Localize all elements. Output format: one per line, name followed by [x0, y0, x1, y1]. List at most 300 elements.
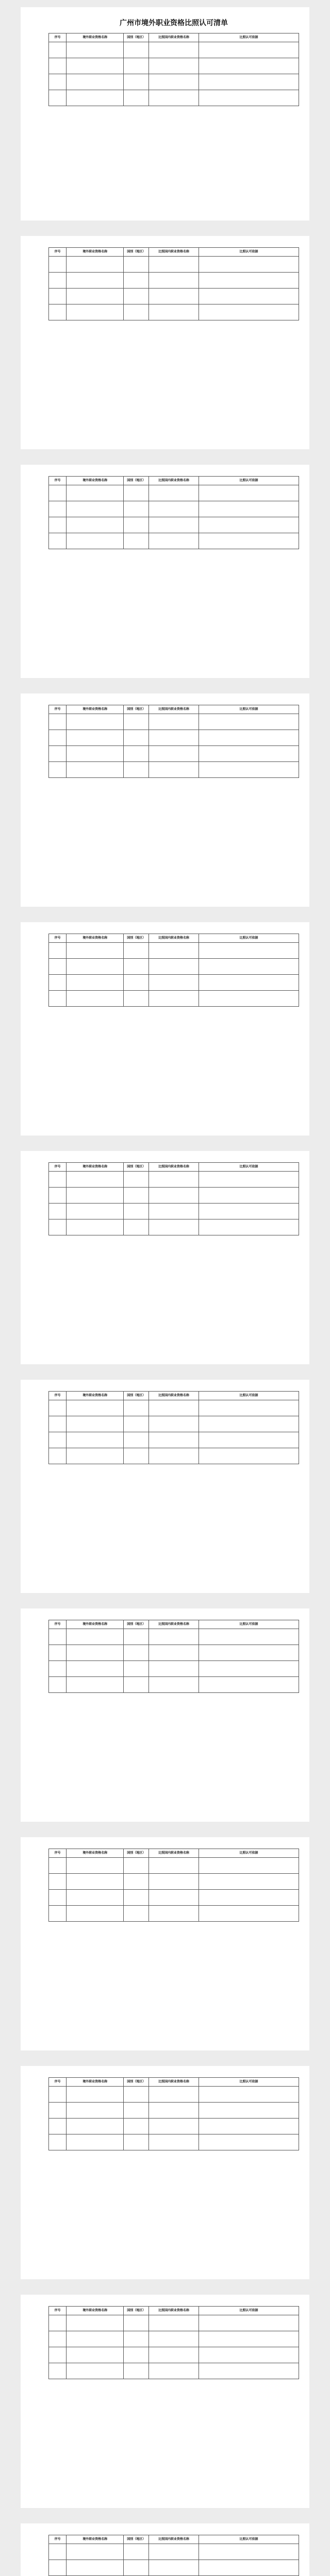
qualification-name-cell: [66, 257, 124, 273]
recognition-basis-cell: [199, 501, 299, 517]
table-row: [49, 762, 299, 778]
region-cell: [124, 1432, 149, 1448]
region-cell: [124, 273, 149, 289]
table-header-row: [49, 1849, 299, 1858]
region-cell: [124, 991, 149, 1007]
region-cell: [124, 975, 149, 991]
document-page: [21, 2295, 309, 2508]
row-number-cell: [49, 1890, 67, 1906]
region-cell: [124, 1906, 149, 1922]
row-number-cell: [49, 1416, 67, 1432]
recognition-basis-cell: [199, 1858, 299, 1874]
column-header: 序号: [49, 2535, 67, 2544]
table-row: [49, 533, 299, 549]
recognition-basis-cell: [199, 1219, 299, 1235]
table-header-row: [49, 477, 299, 485]
domestic-equivalent-cell: [148, 2119, 199, 2134]
column-header: 序号: [49, 248, 67, 257]
table-row: [49, 1432, 299, 1448]
column-header: 比照国内职业资格名称: [148, 1163, 199, 1172]
recognition-basis-cell: [199, 714, 299, 730]
document-page: [21, 1608, 309, 1822]
qualification-table: [48, 2535, 299, 2576]
column-header: 境外职业资格名称: [66, 2078, 124, 2087]
column-header: 比照认可依据: [199, 477, 299, 485]
region-cell: [124, 485, 149, 501]
region-cell: [124, 943, 149, 959]
region-cell: [124, 1188, 149, 1204]
domestic-equivalent-cell: [148, 273, 199, 289]
qualification-name-cell: [66, 1172, 124, 1188]
table-header-row: [49, 1163, 299, 1172]
table-row: [49, 485, 299, 501]
qualification-table: [48, 1391, 299, 1464]
column-header: 比照国内职业资格名称: [148, 33, 199, 42]
row-number-cell: [49, 304, 67, 320]
column-header: 比照国内职业资格名称: [148, 1392, 199, 1400]
qualification-name-cell: [66, 975, 124, 991]
domestic-equivalent-cell: [148, 533, 199, 549]
row-number-cell: [49, 257, 67, 273]
qualification-name-cell: [66, 74, 124, 90]
domestic-equivalent-cell: [148, 2544, 199, 2560]
column-header: 境外职业资格名称: [66, 1163, 124, 1172]
domestic-equivalent-cell: [148, 2347, 199, 2363]
domestic-equivalent-cell: [148, 959, 199, 975]
domestic-equivalent-cell: [148, 485, 199, 501]
column-header: 比照国内职业资格名称: [148, 2078, 199, 2087]
table-header-row: [49, 1392, 299, 1400]
column-header: 境外职业资格名称: [66, 1849, 124, 1858]
table-row: [49, 2119, 299, 2134]
table-row: [49, 2315, 299, 2331]
qualification-name-cell: [66, 1874, 124, 1890]
document-page: [21, 693, 309, 907]
table-row: [49, 1188, 299, 1204]
row-number-cell: [49, 1219, 67, 1235]
column-header: 境外职业资格名称: [66, 1392, 124, 1400]
qualification-name-cell: [66, 1219, 124, 1235]
column-header: 国别（地区）: [124, 248, 149, 257]
qualification-table: [48, 2306, 299, 2379]
table-header-row: [49, 2535, 299, 2544]
qualification-table: [48, 247, 299, 320]
column-header: 境外职业资格名称: [66, 934, 124, 943]
qualification-name-cell: [66, 762, 124, 778]
domestic-equivalent-cell: [148, 2087, 199, 2103]
table-row: [49, 1661, 299, 1677]
domestic-equivalent-cell: [148, 2134, 199, 2150]
row-number-cell: [49, 730, 67, 746]
qualification-name-cell: [66, 1448, 124, 1464]
qualification-name-cell: [66, 1204, 124, 1219]
table-row: [49, 1400, 299, 1416]
row-number-cell: [49, 2331, 67, 2347]
table-row: [49, 730, 299, 746]
region-cell: [124, 1677, 149, 1693]
document-title: 广州市境外职业资格比照认可清单: [120, 19, 228, 27]
region-cell: [124, 2347, 149, 2363]
recognition-basis-cell: [199, 1677, 299, 1693]
table-row: [49, 1172, 299, 1188]
row-number-cell: [49, 1677, 67, 1693]
domestic-equivalent-cell: [148, 714, 199, 730]
column-header: 国别（地区）: [124, 33, 149, 42]
table-row: [49, 1677, 299, 1693]
recognition-basis-cell: [199, 1645, 299, 1661]
recognition-basis-cell: [199, 1400, 299, 1416]
column-header: 境外职业资格名称: [66, 2307, 124, 2315]
column-header: 比照认可依据: [199, 2307, 299, 2315]
table-row: [49, 714, 299, 730]
table-row: [49, 1874, 299, 1890]
domestic-equivalent-cell: [148, 1448, 199, 1464]
region-cell: [124, 257, 149, 273]
row-number-cell: [49, 501, 67, 517]
region-cell: [124, 90, 149, 106]
recognition-basis-cell: [199, 1874, 299, 1890]
recognition-basis-cell: [199, 2119, 299, 2134]
column-header: 序号: [49, 705, 67, 714]
recognition-basis-cell: [199, 1661, 299, 1677]
document-page: [21, 2066, 309, 2279]
column-header: 比照认可依据: [199, 1849, 299, 1858]
region-cell: [124, 2103, 149, 2119]
table-row: [49, 289, 299, 304]
recognition-basis-cell: [199, 42, 299, 58]
domestic-equivalent-cell: [148, 746, 199, 762]
column-header: 比照认可依据: [199, 2535, 299, 2544]
domestic-equivalent-cell: [148, 991, 199, 1007]
region-cell: [124, 2315, 149, 2331]
region-cell: [124, 1416, 149, 1432]
row-number-cell: [49, 2347, 67, 2363]
qualification-name-cell: [66, 2134, 124, 2150]
row-number-cell: [49, 533, 67, 549]
qualification-name-cell: [66, 714, 124, 730]
recognition-basis-cell: [199, 90, 299, 106]
qualification-name-cell: [66, 1645, 124, 1661]
domestic-equivalent-cell: [148, 289, 199, 304]
table-row: [49, 74, 299, 90]
qualification-table: [48, 476, 299, 549]
recognition-basis-cell: [199, 304, 299, 320]
recognition-basis-cell: [199, 943, 299, 959]
table-row: [49, 1204, 299, 1219]
domestic-equivalent-cell: [148, 1188, 199, 1204]
table-row: [49, 2347, 299, 2363]
recognition-basis-cell: [199, 746, 299, 762]
recognition-basis-cell: [199, 58, 299, 74]
recognition-basis-cell: [199, 2347, 299, 2363]
table-row: [49, 501, 299, 517]
domestic-equivalent-cell: [148, 1906, 199, 1922]
qualification-name-cell: [66, 1677, 124, 1693]
region-cell: [124, 1858, 149, 1874]
table-row: [49, 1645, 299, 1661]
row-number-cell: [49, 273, 67, 289]
row-number-cell: [49, 1188, 67, 1204]
column-header: 比照国内职业资格名称: [148, 2535, 199, 2544]
domestic-equivalent-cell: [148, 1661, 199, 1677]
domestic-equivalent-cell: [148, 1204, 199, 1219]
row-number-cell: [49, 2544, 67, 2560]
column-header: 国别（地区）: [124, 705, 149, 714]
domestic-equivalent-cell: [148, 730, 199, 746]
table-header-row: [49, 705, 299, 714]
row-number-cell: [49, 1400, 67, 1416]
document-page: [21, 465, 309, 678]
column-header: 比照认可依据: [199, 248, 299, 257]
recognition-basis-cell: [199, 730, 299, 746]
qualification-name-cell: [66, 1858, 124, 1874]
table-header-row: [49, 248, 299, 257]
recognition-basis-cell: [199, 959, 299, 975]
column-header: 比照认可依据: [199, 1163, 299, 1172]
region-cell: [124, 1890, 149, 1906]
table-row: [49, 2331, 299, 2347]
qualification-name-cell: [66, 90, 124, 106]
document-page: [21, 922, 309, 1136]
row-number-cell: [49, 74, 67, 90]
column-header: 国别（地区）: [124, 1849, 149, 1858]
region-cell: [124, 1172, 149, 1188]
column-header: 比照认可依据: [199, 33, 299, 42]
row-number-cell: [49, 975, 67, 991]
domestic-equivalent-cell: [148, 762, 199, 778]
column-header: 比照认可依据: [199, 1620, 299, 1629]
column-header: 比照认可依据: [199, 705, 299, 714]
region-cell: [124, 2363, 149, 2379]
qualification-name-cell: [66, 2331, 124, 2347]
region-cell: [124, 1400, 149, 1416]
region-cell: [124, 1219, 149, 1235]
table-row: [49, 2544, 299, 2560]
qualification-name-cell: [66, 1661, 124, 1677]
qualification-name-cell: [66, 1890, 124, 1906]
table-row: [49, 975, 299, 991]
recognition-basis-cell: [199, 1906, 299, 1922]
table-header-row: [49, 2307, 299, 2315]
row-number-cell: [49, 1204, 67, 1219]
qualification-name-cell: [66, 2119, 124, 2134]
recognition-basis-cell: [199, 1172, 299, 1188]
domestic-equivalent-cell: [148, 2331, 199, 2347]
domestic-equivalent-cell: [148, 74, 199, 90]
table-row: [49, 943, 299, 959]
recognition-basis-cell: [199, 991, 299, 1007]
column-header: 序号: [49, 477, 67, 485]
domestic-equivalent-cell: [148, 42, 199, 58]
qualification-name-cell: [66, 2544, 124, 2560]
table-row: [49, 42, 299, 58]
row-number-cell: [49, 1172, 67, 1188]
row-number-cell: [49, 90, 67, 106]
table-row: [49, 2363, 299, 2379]
column-header: 序号: [49, 1392, 67, 1400]
row-number-cell: [49, 485, 67, 501]
region-cell: [124, 2560, 149, 2576]
region-cell: [124, 714, 149, 730]
qualification-table: [48, 2077, 299, 2150]
table-row: [49, 304, 299, 320]
column-header: 国别（地区）: [124, 1163, 149, 1172]
qualification-name-cell: [66, 517, 124, 533]
region-cell: [124, 1204, 149, 1219]
recognition-basis-cell: [199, 2134, 299, 2150]
recognition-basis-cell: [199, 517, 299, 533]
recognition-basis-cell: [199, 1432, 299, 1448]
region-cell: [124, 2119, 149, 2134]
row-number-cell: [49, 289, 67, 304]
qualification-table: [48, 1162, 299, 1235]
row-number-cell: [49, 2560, 67, 2576]
column-header: 国别（地区）: [124, 2078, 149, 2087]
region-cell: [124, 1629, 149, 1645]
qualification-name-cell: [66, 2560, 124, 2576]
qualification-table: [48, 1849, 299, 1922]
qualification-name-cell: [66, 730, 124, 746]
recognition-basis-cell: [199, 2087, 299, 2103]
row-number-cell: [49, 943, 67, 959]
domestic-equivalent-cell: [148, 90, 199, 106]
row-number-cell: [49, 42, 67, 58]
table-row: [49, 1890, 299, 1906]
region-cell: [124, 58, 149, 74]
qualification-name-cell: [66, 273, 124, 289]
table-row: [49, 1416, 299, 1432]
document-page: [21, 1380, 309, 1593]
document-page: [21, 236, 309, 449]
column-header: 序号: [49, 1849, 67, 1858]
table-header-row: [49, 33, 299, 42]
column-header: 比照国内职业资格名称: [148, 1849, 199, 1858]
row-number-cell: [49, 517, 67, 533]
qualification-name-cell: [66, 943, 124, 959]
qualification-name-cell: [66, 2347, 124, 2363]
row-number-cell: [49, 1448, 67, 1464]
table-row: [49, 58, 299, 74]
region-cell: [124, 959, 149, 975]
recognition-basis-cell: [199, 1416, 299, 1432]
domestic-equivalent-cell: [148, 2315, 199, 2331]
region-cell: [124, 289, 149, 304]
row-number-cell: [49, 2119, 67, 2134]
domestic-equivalent-cell: [148, 2103, 199, 2119]
column-header: 比照国内职业资格名称: [148, 934, 199, 943]
qualification-table: [48, 705, 299, 778]
row-number-cell: [49, 991, 67, 1007]
column-header: 境外职业资格名称: [66, 1620, 124, 1629]
row-number-cell: [49, 762, 67, 778]
domestic-equivalent-cell: [148, 1858, 199, 1874]
table-row: [49, 273, 299, 289]
table-row: [49, 1629, 299, 1645]
domestic-equivalent-cell: [148, 1645, 199, 1661]
row-number-cell: [49, 2315, 67, 2331]
recognition-basis-cell: [199, 2544, 299, 2560]
qualification-name-cell: [66, 959, 124, 975]
table-row: [49, 1906, 299, 1922]
table-header-row: [49, 1620, 299, 1629]
qualification-name-cell: [66, 1906, 124, 1922]
column-header: 国别（地区）: [124, 1392, 149, 1400]
qualification-name-cell: [66, 42, 124, 58]
region-cell: [124, 304, 149, 320]
region-cell: [124, 2087, 149, 2103]
recognition-basis-cell: [199, 1629, 299, 1645]
region-cell: [124, 517, 149, 533]
domestic-equivalent-cell: [148, 1629, 199, 1645]
region-cell: [124, 1874, 149, 1890]
domestic-equivalent-cell: [148, 2560, 199, 2576]
domestic-equivalent-cell: [148, 304, 199, 320]
qualification-name-cell: [66, 2087, 124, 2103]
region-cell: [124, 1448, 149, 1464]
domestic-equivalent-cell: [148, 257, 199, 273]
row-number-cell: [49, 959, 67, 975]
recognition-basis-cell: [199, 257, 299, 273]
column-header: 境外职业资格名称: [66, 477, 124, 485]
recognition-basis-cell: [199, 485, 299, 501]
qualification-table: [48, 33, 299, 106]
column-header: 比照国内职业资格名称: [148, 2307, 199, 2315]
row-number-cell: [49, 1906, 67, 1922]
column-header: 比照国内职业资格名称: [148, 705, 199, 714]
column-header: 序号: [49, 1163, 67, 1172]
domestic-equivalent-cell: [148, 1677, 199, 1693]
column-header: 比照认可依据: [199, 2078, 299, 2087]
document-page: [21, 1837, 309, 2050]
row-number-cell: [49, 2134, 67, 2150]
row-number-cell: [49, 2103, 67, 2119]
recognition-basis-cell: [199, 2331, 299, 2347]
column-header: 境外职业资格名称: [66, 2535, 124, 2544]
qualification-name-cell: [66, 2315, 124, 2331]
column-header: 序号: [49, 2078, 67, 2087]
recognition-basis-cell: [199, 74, 299, 90]
qualification-name-cell: [66, 991, 124, 1007]
table-row: [49, 2560, 299, 2576]
column-header: 境外职业资格名称: [66, 705, 124, 714]
region-cell: [124, 74, 149, 90]
domestic-equivalent-cell: [148, 1890, 199, 1906]
recognition-basis-cell: [199, 2103, 299, 2119]
qualification-table: [48, 934, 299, 1007]
column-header: 境外职业资格名称: [66, 248, 124, 257]
recognition-basis-cell: [199, 2363, 299, 2379]
recognition-basis-cell: [199, 975, 299, 991]
domestic-equivalent-cell: [148, 1874, 199, 1890]
table-row: [49, 2087, 299, 2103]
region-cell: [124, 2544, 149, 2560]
table-row: [49, 2134, 299, 2150]
domestic-equivalent-cell: [148, 1416, 199, 1432]
region-cell: [124, 762, 149, 778]
column-header: 序号: [49, 1620, 67, 1629]
column-header: 序号: [49, 2307, 67, 2315]
document-page: [21, 2523, 309, 2576]
domestic-equivalent-cell: [148, 975, 199, 991]
document-page: [21, 1151, 309, 1364]
document-page: [21, 7, 309, 221]
qualification-name-cell: [66, 1188, 124, 1204]
qualification-table: [48, 1620, 299, 1693]
table-row: [49, 991, 299, 1007]
qualification-name-cell: [66, 58, 124, 74]
row-number-cell: [49, 2087, 67, 2103]
column-header: 国别（地区）: [124, 477, 149, 485]
